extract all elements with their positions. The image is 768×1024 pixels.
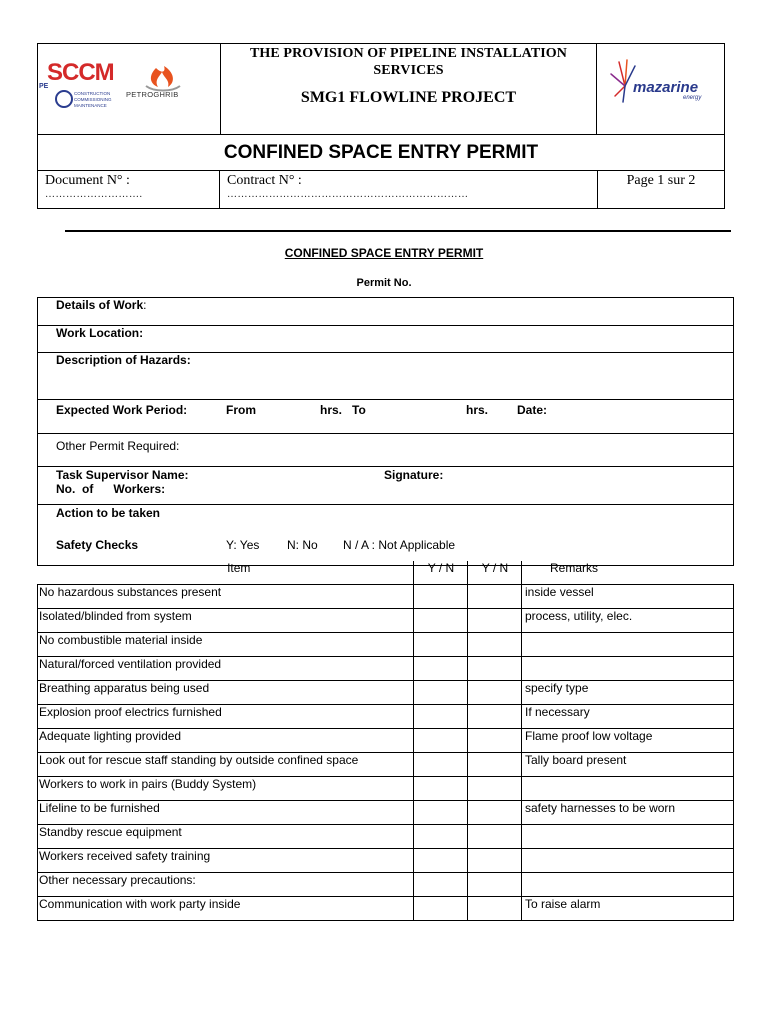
yn-cell-1[interactable] bbox=[414, 681, 468, 705]
check-row bbox=[38, 681, 734, 705]
check-item: Workers to work in pairs (Buddy System) bbox=[38, 777, 414, 801]
divider-rule bbox=[65, 230, 731, 232]
check-remark: safety harnesses to be worn bbox=[522, 801, 734, 825]
document-no-field[interactable]: ………………………. bbox=[45, 190, 143, 200]
check-item: Standby rescue equipment bbox=[38, 825, 414, 849]
yn-cell-2[interactable] bbox=[468, 585, 522, 609]
yn-cell-2[interactable] bbox=[468, 729, 522, 753]
yn-cell-1[interactable] bbox=[414, 705, 468, 729]
check-row bbox=[38, 849, 734, 873]
svg-text:energy: energy bbox=[683, 95, 702, 101]
yn-cell-1[interactable] bbox=[414, 777, 468, 801]
check-item: Isolated/blinded from system bbox=[38, 609, 414, 633]
check-remark: Tally board present bbox=[522, 753, 734, 777]
check-remark: specify type bbox=[522, 681, 734, 705]
check-row bbox=[38, 873, 734, 897]
svg-text:CONSTRUCTION: CONSTRUCTION bbox=[74, 91, 111, 96]
legend-na: N / A : Not Applicable bbox=[343, 538, 456, 552]
work-period-row[interactable] bbox=[38, 400, 733, 434]
check-item: Natural/forced ventilation provided bbox=[38, 657, 414, 681]
mazarine-logo bbox=[596, 44, 724, 134]
yn-cell-2[interactable] bbox=[468, 897, 522, 921]
sccm-wordmark: SCCM bbox=[47, 59, 114, 86]
check-item: Other necessary precautions: bbox=[38, 873, 414, 897]
check-remark bbox=[522, 633, 734, 657]
project-title: THE PROVISION OF PIPELINE INSTALLATION SERVICES bbox=[249, 46, 568, 78]
work-period-label: Expected Work Period: bbox=[56, 403, 188, 417]
details-of-work-row[interactable]: Details of Work: bbox=[38, 298, 733, 326]
col-yn-1: Y / N bbox=[414, 561, 468, 585]
hrs-label-1: hrs. bbox=[320, 403, 343, 417]
check-row bbox=[38, 777, 734, 801]
to-label: To bbox=[352, 403, 366, 417]
check-row bbox=[38, 729, 734, 753]
check-item: No hazardous substances present bbox=[38, 585, 414, 609]
yn-cell-1[interactable] bbox=[414, 897, 468, 921]
check-row bbox=[38, 897, 734, 921]
yn-cell-1[interactable] bbox=[414, 849, 468, 873]
permit-form bbox=[37, 297, 734, 566]
from-label: From bbox=[226, 403, 256, 417]
check-row bbox=[38, 753, 734, 777]
supervisor-label: Task Supervisor Name: bbox=[56, 468, 189, 482]
yn-cell-2[interactable] bbox=[468, 849, 522, 873]
permit-no-label: Permit No. bbox=[356, 277, 412, 289]
yn-cell-2[interactable] bbox=[468, 633, 522, 657]
check-item: Breathing apparatus being used bbox=[38, 681, 414, 705]
check-item: Explosion proof electrics furnished bbox=[38, 705, 414, 729]
yn-cell-2[interactable] bbox=[468, 657, 522, 681]
check-remark bbox=[522, 849, 734, 873]
check-remark bbox=[522, 873, 734, 897]
work-location-label: Work Location: bbox=[56, 326, 144, 340]
legend-no: N: No bbox=[287, 538, 318, 552]
legend-yes: Y: Yes bbox=[226, 538, 260, 552]
date-label: Date: bbox=[517, 403, 548, 417]
petroghrib-wordmark: PETROGHRIB bbox=[126, 90, 179, 99]
yn-cell-2[interactable] bbox=[468, 609, 522, 633]
document-header bbox=[37, 43, 725, 209]
yn-cell-2[interactable] bbox=[468, 825, 522, 849]
sccm-petroghrib-logo bbox=[38, 44, 221, 134]
petroghrib-flame-icon bbox=[151, 66, 173, 87]
check-row bbox=[38, 825, 734, 849]
yn-cell-1[interactable] bbox=[414, 753, 468, 777]
workers-label: No. of Workers: bbox=[56, 482, 166, 496]
check-item: Lifeline to be furnished bbox=[38, 801, 414, 825]
details-of-work-label: Details of Work bbox=[56, 298, 144, 312]
page-number: Page 1 sur 2 bbox=[597, 171, 724, 208]
check-item: Workers received safety training bbox=[38, 849, 414, 873]
yn-cell-1[interactable] bbox=[414, 633, 468, 657]
col-item: Item bbox=[227, 561, 251, 575]
project-subtitle: SMG1 FLOWLINE PROJECT bbox=[300, 89, 517, 106]
logo-prefix: PE bbox=[39, 83, 49, 90]
document-no-label: Document N° : bbox=[45, 173, 130, 188]
check-row bbox=[38, 801, 734, 825]
safety-checks-header bbox=[38, 505, 733, 565]
checks-header-row bbox=[38, 561, 734, 585]
check-item: Communication with work party inside bbox=[38, 897, 414, 921]
check-item: Adequate lighting provided bbox=[38, 729, 414, 753]
hrs-label-2: hrs. bbox=[466, 403, 489, 417]
check-item: Look out for rescue staff standing by outside confined space bbox=[38, 753, 414, 777]
safety-checks-label: Safety Checks bbox=[56, 538, 139, 552]
yn-cell-1[interactable] bbox=[414, 585, 468, 609]
col-remarks: Remarks bbox=[522, 561, 734, 585]
svg-text:COMMISSIONING: COMMISSIONING bbox=[74, 97, 112, 102]
check-remark: To raise alarm bbox=[522, 897, 734, 921]
mazarine-wordmark: mazarine bbox=[633, 79, 699, 96]
yn-cell-2[interactable] bbox=[468, 681, 522, 705]
check-item: No combustible material inside bbox=[38, 633, 414, 657]
check-remark: If necessary bbox=[522, 705, 734, 729]
contract-no-label: Contract N° : bbox=[227, 173, 302, 188]
yn-cell-2[interactable] bbox=[468, 753, 522, 777]
hazards-row[interactable] bbox=[38, 353, 733, 400]
yn-cell-2[interactable] bbox=[468, 873, 522, 897]
check-remark bbox=[522, 657, 734, 681]
other-permit-label: Other Permit Required: bbox=[56, 439, 180, 453]
check-remark: process, utility, elec. bbox=[522, 609, 734, 633]
document-title: CONFINED SPACE ENTRY PERMIT bbox=[38, 135, 724, 171]
form-title: CONFINED SPACE ENTRY PERMIT bbox=[284, 246, 484, 260]
yn-cell-2[interactable] bbox=[468, 801, 522, 825]
yn-cell-2[interactable] bbox=[468, 705, 522, 729]
check-row bbox=[38, 657, 734, 681]
mazarine-burst-icon bbox=[611, 60, 635, 102]
check-row bbox=[38, 609, 734, 633]
check-row bbox=[38, 585, 734, 609]
yn-cell-1[interactable] bbox=[414, 657, 468, 681]
yn-cell-1[interactable] bbox=[414, 801, 468, 825]
yn-cell-2[interactable] bbox=[468, 777, 522, 801]
action-label: Action to be taken bbox=[56, 506, 161, 520]
check-remark bbox=[522, 777, 734, 801]
contract-no-field[interactable]: …………………………………………………………… bbox=[227, 190, 469, 200]
col-yn-2: Y / N bbox=[468, 561, 522, 585]
other-permit-row[interactable] bbox=[38, 434, 733, 467]
yn-cell-1[interactable] bbox=[414, 825, 468, 849]
supervisor-row[interactable] bbox=[38, 467, 733, 505]
check-remark bbox=[522, 825, 734, 849]
check-row bbox=[38, 633, 734, 657]
check-remark: inside vessel bbox=[522, 585, 734, 609]
check-row bbox=[38, 705, 734, 729]
yn-cell-1[interactable] bbox=[414, 873, 468, 897]
work-location-row[interactable] bbox=[38, 326, 733, 353]
yn-cell-1[interactable] bbox=[414, 609, 468, 633]
check-remark: Flame proof low voltage bbox=[522, 729, 734, 753]
signature-label: Signature: bbox=[384, 468, 444, 482]
svg-text:MAINTENANCE: MAINTENANCE bbox=[74, 103, 107, 108]
yn-cell-1[interactable] bbox=[414, 729, 468, 753]
safety-checks-table bbox=[37, 561, 734, 921]
hazards-label: Description of Hazards: bbox=[56, 353, 191, 367]
